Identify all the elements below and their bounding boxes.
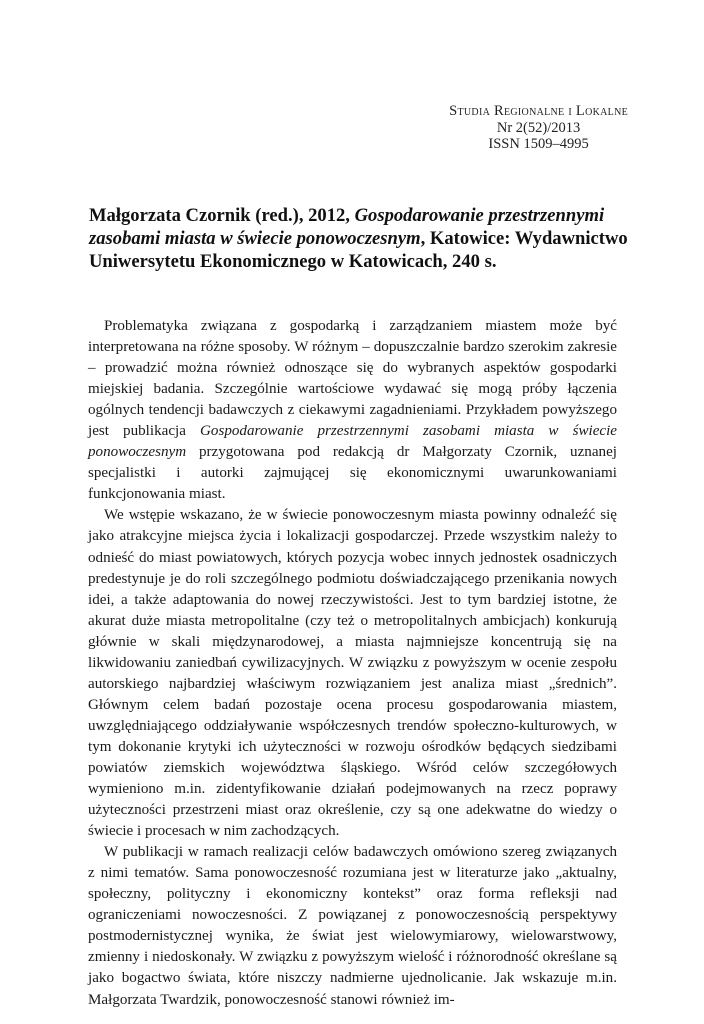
journal-header bbox=[449, 103, 628, 153]
paragraph-1-text-b: przygotowana pod redakcją dr Małgorzaty Czornik, uznanej specjalistki i autorki zajmującej się ekonomicznymi uwarunkowaniami funkcjonowania miast. bbox=[88, 444, 617, 503]
paragraph-2: We wstępie wskazano, że w świecie ponowoczesnym miasta powinny odnaleźć się jako atrakcyjne miejsca życia i lokalizacji gospodarczej. Przede wszystkim należy to odnieść do miast powiatowych, których pozycja wobec innych jednostek osadniczych predestynuje je do roli szczególnego podmiotu doświadczającego przenikania nowych idei, a także adaptowania do nowej rzeczywistości. Jest to tym bardziej istotne, że akurat duże miasta metropolitalne (czy też o metropolitalnych ambicjach) konkurują głównie w skali międzynarodowej, a miasta najmniejsze koncentrują się na likwidowaniu zaniedbań cywilizacyjnych. W związku z powyższym w ocenie zespołu autorskiego najbardziej właściwym rozwiązaniem jest analiza miast „średnich”. Głównym celem badań pozostaje ocena procesu gospodarowania miastem, uwzględniającego oddziaływanie współczesnych trendów społeczno-kulturowych, w tym dokonanie krytyki ich użyteczności w rozwoju ośrodków będących siedzibami powiatów ziemskich województwa śląskiego. Wśród celów szczegółowych wymieniono m.in. zidentyfikowanie działań podejmowanych na rzecz poprawy użyteczności przestrzeni miast oraz określenie, czy są one adekwatne do wiedzy o świecie i procesach w nim zachodzących. bbox=[88, 507, 617, 840]
journal-name: Studia Regionalne i Lokalne bbox=[449, 103, 628, 119]
review-book-title: Gospodarowanie przestrzennymi zasobami miasta w świecie ponowoczesnym bbox=[89, 205, 605, 249]
journal-issn: ISSN 1509–4995 bbox=[488, 136, 589, 152]
review-author: Małgorzata Czornik (red.), 2012, bbox=[89, 205, 355, 226]
journal-issue: Nr 2(52)/2013 bbox=[496, 119, 581, 136]
review-publication: , Katowice: Wydawnictwo Uniwersytetu Ekonomicznego w Katowicach, 240 s. bbox=[89, 228, 628, 272]
review-body bbox=[88, 316, 617, 1011]
paragraph-1-text-a: Problematyka związana z gospodarką i zarządzaniem miastem może być interpretowana na różne sposoby. W różnym – dopuszczalnie bardzo szerokim zakresie – prowadzić można również odnoszące się do wybranych aspektów gospodarki miejskiej badania. Szczególnie wartościowe wydawać się mogą próby łączenia ogólnych tendencji badawczych z ciekawymi zagadnieniami. Przykładem powyższego jest publikacja bbox=[88, 318, 617, 440]
review-heading bbox=[89, 204, 629, 273]
paragraph-1 bbox=[88, 316, 617, 505]
paragraph-1-book-title: Gospodarowanie przestrzennymi zasobami miasta w świecie ponowoczesnym bbox=[88, 423, 618, 461]
paragraph-3: W publikacji w ramach realizacji celów badawczych omówiono szereg związanych z nimi tematów. Sama ponowoczesność rozumiana jest w literaturze jako „aktualny, społeczny, polityczny i ekonomiczny kontekst” oraz forma refleksji nad ograniczeniami nowoczesności. Z powiązanej z ponowoczesnością perspektywy postmodernistycznej wynika, że świat jest wielowymiarowy, wielowarstwowy, zmienny i niedoskonały. W związku z powyższym wielość i różnorodność określane są jako bogactwo świata, które niszczy nadmierne ujednolicanie. Jak wskazuje m.in. Małgorzata Twardzik, ponowoczesność stanowi również im- bbox=[88, 844, 617, 1008]
